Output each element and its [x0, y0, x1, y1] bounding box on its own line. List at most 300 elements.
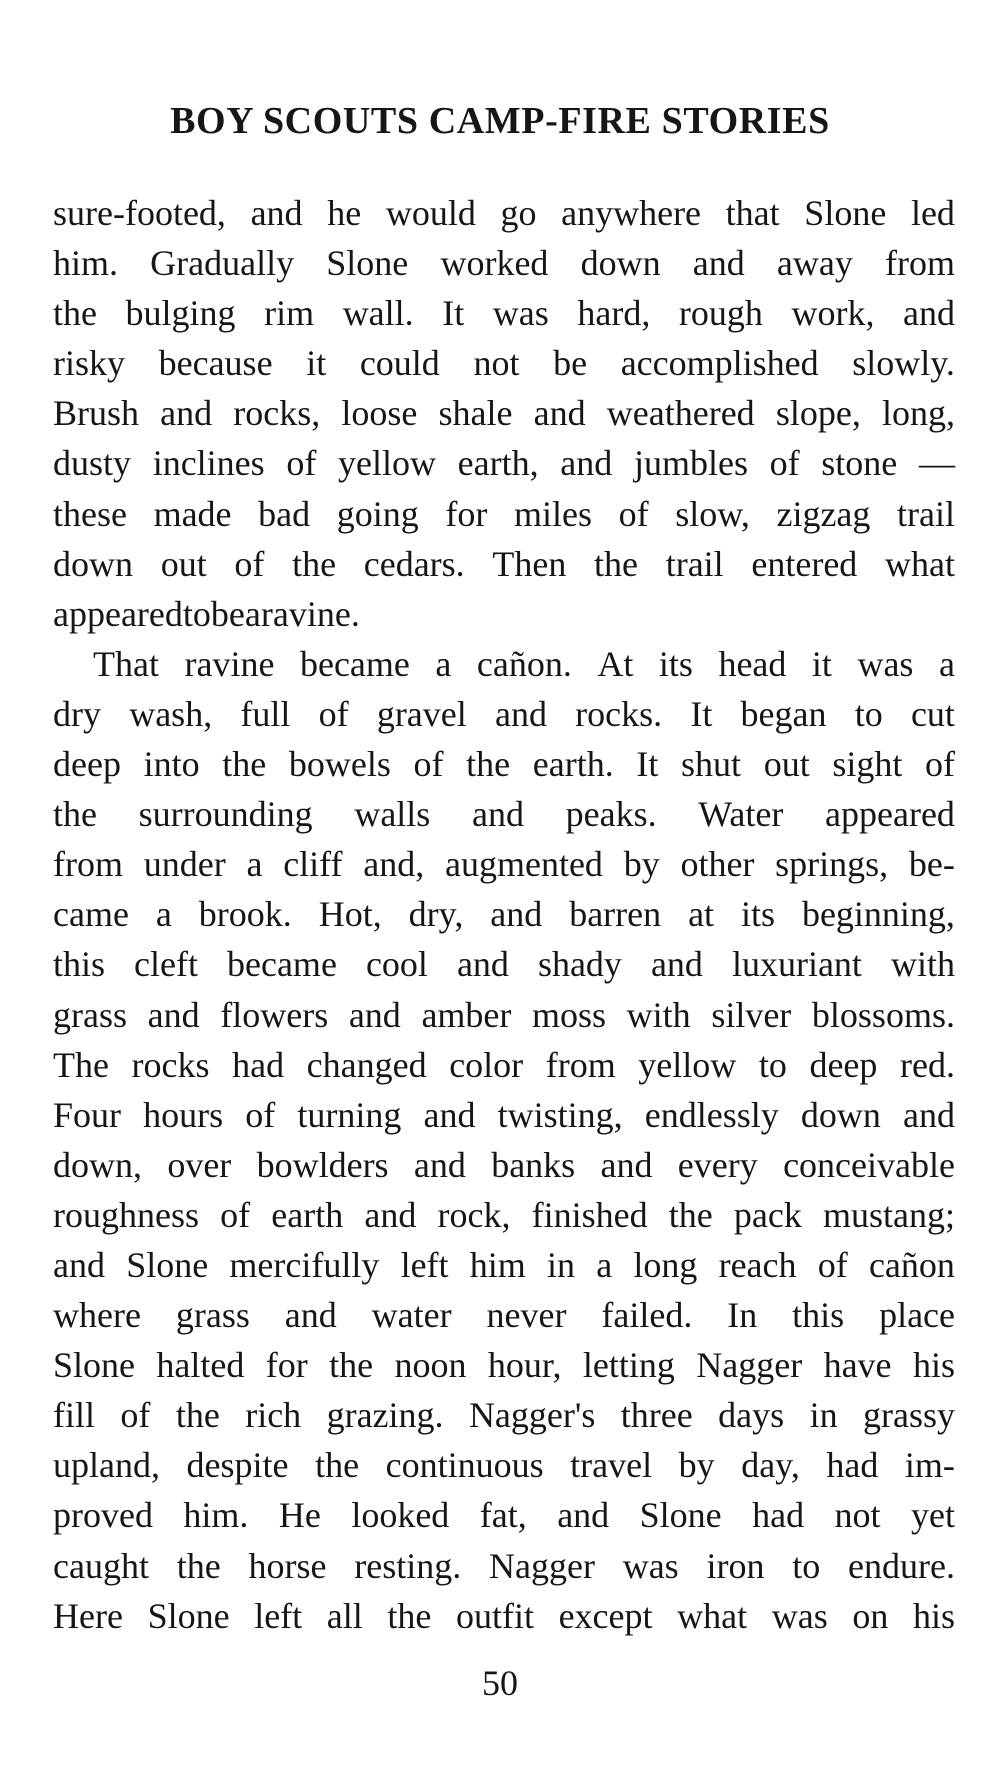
word: dusty: [53, 443, 132, 484]
word: and: [147, 994, 200, 1035]
text-line: [53, 639, 955, 689]
word: had: [826, 1445, 879, 1486]
word: led: [910, 193, 955, 233]
word: surrounding: [138, 794, 313, 835]
paragraph: [53, 188, 955, 639]
word: roughness: [53, 1194, 199, 1235]
word: at: [688, 894, 715, 935]
word: these: [53, 493, 127, 534]
word: of: [286, 443, 317, 484]
word: twisting,: [497, 1094, 623, 1135]
word: inclines: [152, 443, 265, 484]
word: barren: [569, 894, 662, 935]
word: changed: [306, 1044, 427, 1085]
word: Four: [53, 1094, 122, 1135]
word: It: [636, 744, 659, 785]
word: had: [232, 1044, 285, 1085]
word: to: [182, 593, 211, 634]
word: his: [912, 1595, 955, 1636]
word: rim: [264, 293, 315, 334]
text-line: [53, 1390, 955, 1440]
word: the: [668, 1194, 713, 1235]
word: cool: [365, 944, 428, 985]
word: to: [758, 1044, 787, 1085]
text-line: [53, 589, 955, 639]
word: the: [466, 744, 511, 785]
text-line: [53, 238, 955, 288]
word: was: [492, 293, 549, 334]
word: iron: [706, 1545, 765, 1586]
word: trail: [897, 493, 955, 534]
text-line: [53, 939, 955, 989]
word: hard,: [577, 293, 651, 334]
word: fill: [53, 1395, 95, 1436]
word: It: [690, 693, 713, 734]
word: a: [244, 593, 261, 634]
word: earth,: [457, 443, 539, 484]
word: that: [725, 193, 780, 233]
word: Nagger: [488, 1545, 595, 1586]
word: going: [336, 493, 419, 534]
word: pack: [733, 1194, 802, 1235]
word: never: [486, 1295, 567, 1336]
word: and: [413, 1144, 466, 1185]
word: slowly.: [852, 343, 955, 384]
word: was: [622, 1545, 679, 1586]
word: It: [442, 293, 465, 334]
word: down,: [53, 1144, 142, 1185]
word: gravel: [376, 693, 467, 734]
word: for: [265, 1345, 308, 1386]
word: in: [809, 1395, 838, 1436]
word: upland,: [53, 1445, 160, 1486]
word: came: [53, 894, 129, 935]
word: zigzag: [776, 493, 871, 534]
word: shady: [537, 944, 622, 985]
word: and: [533, 393, 586, 434]
word: cañon: [868, 1244, 955, 1285]
word: by: [678, 1445, 715, 1486]
word: of: [769, 443, 800, 484]
word: peaks.: [565, 794, 657, 835]
word: springs,: [775, 844, 889, 885]
word: could: [359, 343, 440, 384]
word: That: [93, 643, 159, 684]
text-line: [53, 689, 955, 739]
word: of: [234, 543, 265, 584]
word: anywhere: [561, 193, 702, 233]
word: a: [938, 643, 955, 684]
word: Gradually: [150, 243, 295, 284]
word: earth.: [532, 744, 614, 785]
word: from: [545, 1044, 616, 1085]
word: be: [210, 593, 245, 634]
word: banks: [491, 1144, 576, 1185]
text-line: [53, 839, 955, 889]
word: from: [53, 844, 123, 885]
word: fat,: [479, 1495, 527, 1536]
word: he: [327, 193, 362, 233]
text-line: [53, 1591, 955, 1641]
word: im-: [904, 1445, 955, 1486]
word: the: [53, 293, 97, 334]
word: him: [469, 1244, 526, 1285]
word: this: [792, 1295, 845, 1336]
word: over: [167, 1144, 232, 1185]
word: Then: [492, 543, 567, 584]
text-line: [53, 1340, 955, 1390]
word: cut: [910, 693, 955, 734]
text-line: [53, 388, 955, 438]
word: hours: [143, 1094, 224, 1135]
word: days: [718, 1395, 785, 1436]
word: into: [143, 744, 200, 785]
word: beginning,: [801, 894, 955, 935]
word: work,: [791, 293, 875, 334]
word: his: [912, 1345, 955, 1386]
word: rich: [245, 1395, 302, 1436]
word: brook.: [198, 894, 292, 935]
word: The: [53, 1044, 109, 1085]
word: began: [740, 693, 827, 734]
word: the: [594, 543, 639, 584]
word: with: [890, 944, 955, 985]
text-line: [53, 739, 955, 789]
word: became: [227, 944, 337, 985]
word: left: [254, 1595, 303, 1636]
word: —: [918, 443, 955, 484]
word: accomplished: [620, 343, 819, 384]
word: and: [160, 393, 213, 434]
word: turning: [297, 1094, 402, 1135]
word: have: [823, 1345, 892, 1386]
word: the: [292, 543, 337, 584]
word: noon: [394, 1345, 467, 1386]
word: away: [776, 243, 853, 284]
word: of: [245, 1094, 276, 1135]
word: Brush: [53, 393, 140, 434]
word: three: [620, 1395, 693, 1436]
word: Here: [53, 1595, 123, 1636]
word: slow,: [675, 493, 750, 534]
word: and: [284, 1295, 337, 1336]
text-line: [53, 1240, 955, 1290]
word: head: [718, 643, 787, 684]
word: bowels: [288, 744, 391, 785]
word: Water: [698, 794, 784, 835]
word: red.: [900, 1044, 955, 1085]
word: by: [623, 844, 660, 885]
word: stone: [821, 443, 898, 484]
text-line: [53, 1541, 955, 1591]
word: what: [677, 1595, 748, 1636]
word: Slone: [53, 1345, 136, 1386]
word: other: [680, 844, 755, 885]
word: long,: [881, 393, 955, 434]
word: go: [500, 193, 537, 233]
word: the: [329, 1345, 374, 1386]
word: with: [626, 994, 691, 1035]
word: except: [558, 1595, 653, 1636]
word: the: [387, 1595, 432, 1636]
word: for: [445, 493, 488, 534]
word: down: [53, 543, 133, 584]
word: loose: [341, 393, 418, 434]
word: him.: [53, 243, 119, 284]
word: of: [413, 744, 444, 785]
word: color: [449, 1044, 524, 1085]
word: risky: [53, 343, 125, 384]
word: amber: [421, 994, 512, 1035]
word: deep: [53, 744, 121, 785]
word: Nagger: [696, 1345, 803, 1386]
word: bad: [258, 493, 311, 534]
word: rock,: [437, 1194, 511, 1235]
word: in: [546, 1244, 575, 1285]
word: rough: [678, 293, 763, 334]
word: where: [53, 1295, 141, 1336]
word: cleft: [134, 944, 198, 985]
word: grassy: [862, 1395, 955, 1436]
word: on: [852, 1595, 889, 1636]
word: ravine: [184, 643, 275, 684]
text-line: [53, 789, 955, 839]
word: He: [278, 1495, 321, 1536]
text-line: [53, 1040, 955, 1090]
word: its: [740, 894, 775, 935]
word: finished: [531, 1194, 648, 1235]
word: not: [834, 1495, 881, 1536]
word: and: [348, 994, 401, 1035]
word: Nagger's: [468, 1395, 596, 1436]
text-line: [53, 539, 955, 589]
word: was: [857, 643, 914, 684]
word: would: [385, 193, 476, 233]
word: proved: [53, 1495, 153, 1536]
word: In: [727, 1295, 758, 1336]
word: grazing.: [326, 1395, 444, 1436]
word: full: [240, 693, 291, 734]
word: was: [771, 1595, 828, 1636]
word: of: [925, 744, 955, 785]
word: and,: [363, 844, 425, 885]
word: the: [53, 794, 97, 835]
word: to: [854, 693, 883, 734]
word: made: [153, 493, 232, 534]
word: dry,: [408, 894, 464, 935]
text-line: [53, 1090, 955, 1140]
word: and: [456, 944, 509, 985]
word: a: [435, 643, 452, 684]
word: Slone: [639, 1495, 722, 1536]
word: of: [318, 693, 349, 734]
word: grass: [175, 1295, 250, 1336]
word: moss: [532, 994, 607, 1035]
word: rocks,: [233, 393, 321, 434]
word: down: [800, 1094, 881, 1135]
word: out: [160, 543, 207, 584]
word: all: [326, 1595, 363, 1636]
word: this: [53, 944, 106, 985]
word: endure.: [848, 1545, 955, 1586]
word: horse: [248, 1545, 327, 1586]
word: the: [222, 744, 267, 785]
word: it: [306, 343, 327, 384]
word: appeared: [825, 794, 955, 835]
word: not: [473, 343, 520, 384]
word: and: [600, 1144, 653, 1185]
word: and: [53, 1244, 105, 1285]
word: letting: [582, 1345, 675, 1386]
word: rocks: [131, 1044, 210, 1085]
word: mustang;: [822, 1194, 955, 1235]
word: weathered: [606, 393, 755, 434]
word: water: [371, 1295, 452, 1336]
word: and: [650, 944, 703, 985]
word: a: [246, 844, 263, 885]
word: rocks.: [575, 693, 663, 734]
word: sure-footed,: [53, 193, 226, 233]
word: day,: [741, 1445, 800, 1486]
word: the: [315, 1445, 360, 1486]
text-line: [53, 1140, 955, 1190]
word: cliff: [283, 844, 343, 885]
word: and: [903, 293, 955, 334]
page-number: 50: [482, 1663, 518, 1703]
word: and: [472, 794, 524, 835]
word: sight: [832, 744, 903, 785]
word: and: [423, 1094, 476, 1135]
word: flowers: [220, 994, 329, 1035]
word: its: [658, 643, 693, 684]
word: shale: [438, 393, 513, 434]
word: continuous: [385, 1445, 544, 1486]
text-line: [53, 338, 955, 388]
word: long: [633, 1244, 698, 1285]
word: under: [143, 844, 226, 885]
word: dry: [53, 693, 101, 734]
word: endlessly: [644, 1094, 779, 1135]
word: halted: [156, 1345, 245, 1386]
word: luxuriant: [731, 944, 862, 985]
word: despite: [186, 1445, 289, 1486]
word: of: [817, 1244, 848, 1285]
word: yellow: [638, 1044, 737, 1085]
word: of: [220, 1194, 251, 1235]
word: ravine.: [260, 593, 360, 634]
word: Slone: [147, 1595, 230, 1636]
word: became: [299, 643, 410, 684]
word: outfit: [455, 1595, 534, 1636]
word: earth: [271, 1194, 344, 1235]
word: bowlders: [256, 1144, 389, 1185]
word: miles: [513, 493, 592, 534]
word: be: [553, 343, 588, 384]
word: and: [692, 243, 745, 284]
word: to: [792, 1545, 821, 1586]
word: and: [903, 1094, 955, 1135]
word: wash,: [129, 693, 213, 734]
word: jumbles: [633, 443, 748, 484]
paragraph: [53, 639, 955, 1641]
text-line: [53, 990, 955, 1040]
text-line: [53, 1440, 955, 1490]
word: Slone: [804, 193, 887, 233]
word: trail: [665, 543, 724, 584]
word: reach: [718, 1244, 797, 1285]
word: looked: [351, 1495, 450, 1536]
word: resting.: [354, 1545, 462, 1586]
text-line: [53, 288, 955, 338]
word: the: [176, 1545, 221, 1586]
word: wall.: [342, 293, 414, 334]
word: and: [494, 693, 547, 734]
word: appeared: [53, 593, 183, 634]
text-line: [53, 1190, 955, 1240]
text-line: [53, 188, 955, 238]
word: mercifully: [229, 1244, 380, 1285]
word: him.: [183, 1495, 249, 1536]
text-line: [53, 1490, 955, 1540]
word: walls: [354, 794, 431, 835]
word: conceivable: [783, 1144, 955, 1185]
word: and: [250, 193, 303, 233]
word: caught: [53, 1545, 149, 1586]
word: be-: [908, 844, 955, 885]
word: from: [885, 243, 955, 284]
word: hour,: [487, 1345, 562, 1386]
word: a: [596, 1244, 613, 1285]
word: worked: [440, 243, 549, 284]
word: grass: [53, 994, 127, 1035]
word: every: [677, 1144, 758, 1185]
body-text: [53, 188, 955, 1641]
word: Hot,: [318, 894, 382, 935]
word: the: [175, 1395, 220, 1436]
word: of: [618, 493, 649, 534]
word: cañon.: [476, 643, 572, 684]
word: At: [597, 643, 634, 684]
word: a: [155, 894, 172, 935]
word: failed.: [601, 1295, 693, 1336]
word: had: [752, 1495, 805, 1536]
word: out: [763, 744, 810, 785]
word: cedars.: [363, 543, 465, 584]
word: what: [885, 543, 955, 584]
word: slope,: [775, 393, 861, 434]
text-line: [53, 489, 955, 539]
word: augmented: [444, 844, 603, 885]
word: and: [490, 894, 543, 935]
word: yellow: [338, 443, 436, 484]
word: travel: [570, 1445, 653, 1486]
word: shut: [681, 744, 742, 785]
word: and: [364, 1194, 417, 1235]
word: and: [560, 443, 613, 484]
word: of: [120, 1395, 151, 1436]
word: left: [400, 1244, 449, 1285]
word: and: [557, 1495, 610, 1536]
word: deep: [809, 1044, 878, 1085]
text-line: [53, 889, 955, 939]
text-line: [53, 1290, 955, 1340]
word: bulging: [125, 293, 236, 334]
word: it: [811, 643, 832, 684]
word: silver: [711, 994, 792, 1035]
running-head: BOY SCOUTS CAMP-FIRE STORIES: [170, 100, 830, 142]
word: blossoms.: [811, 994, 955, 1035]
text-line: [53, 438, 955, 488]
